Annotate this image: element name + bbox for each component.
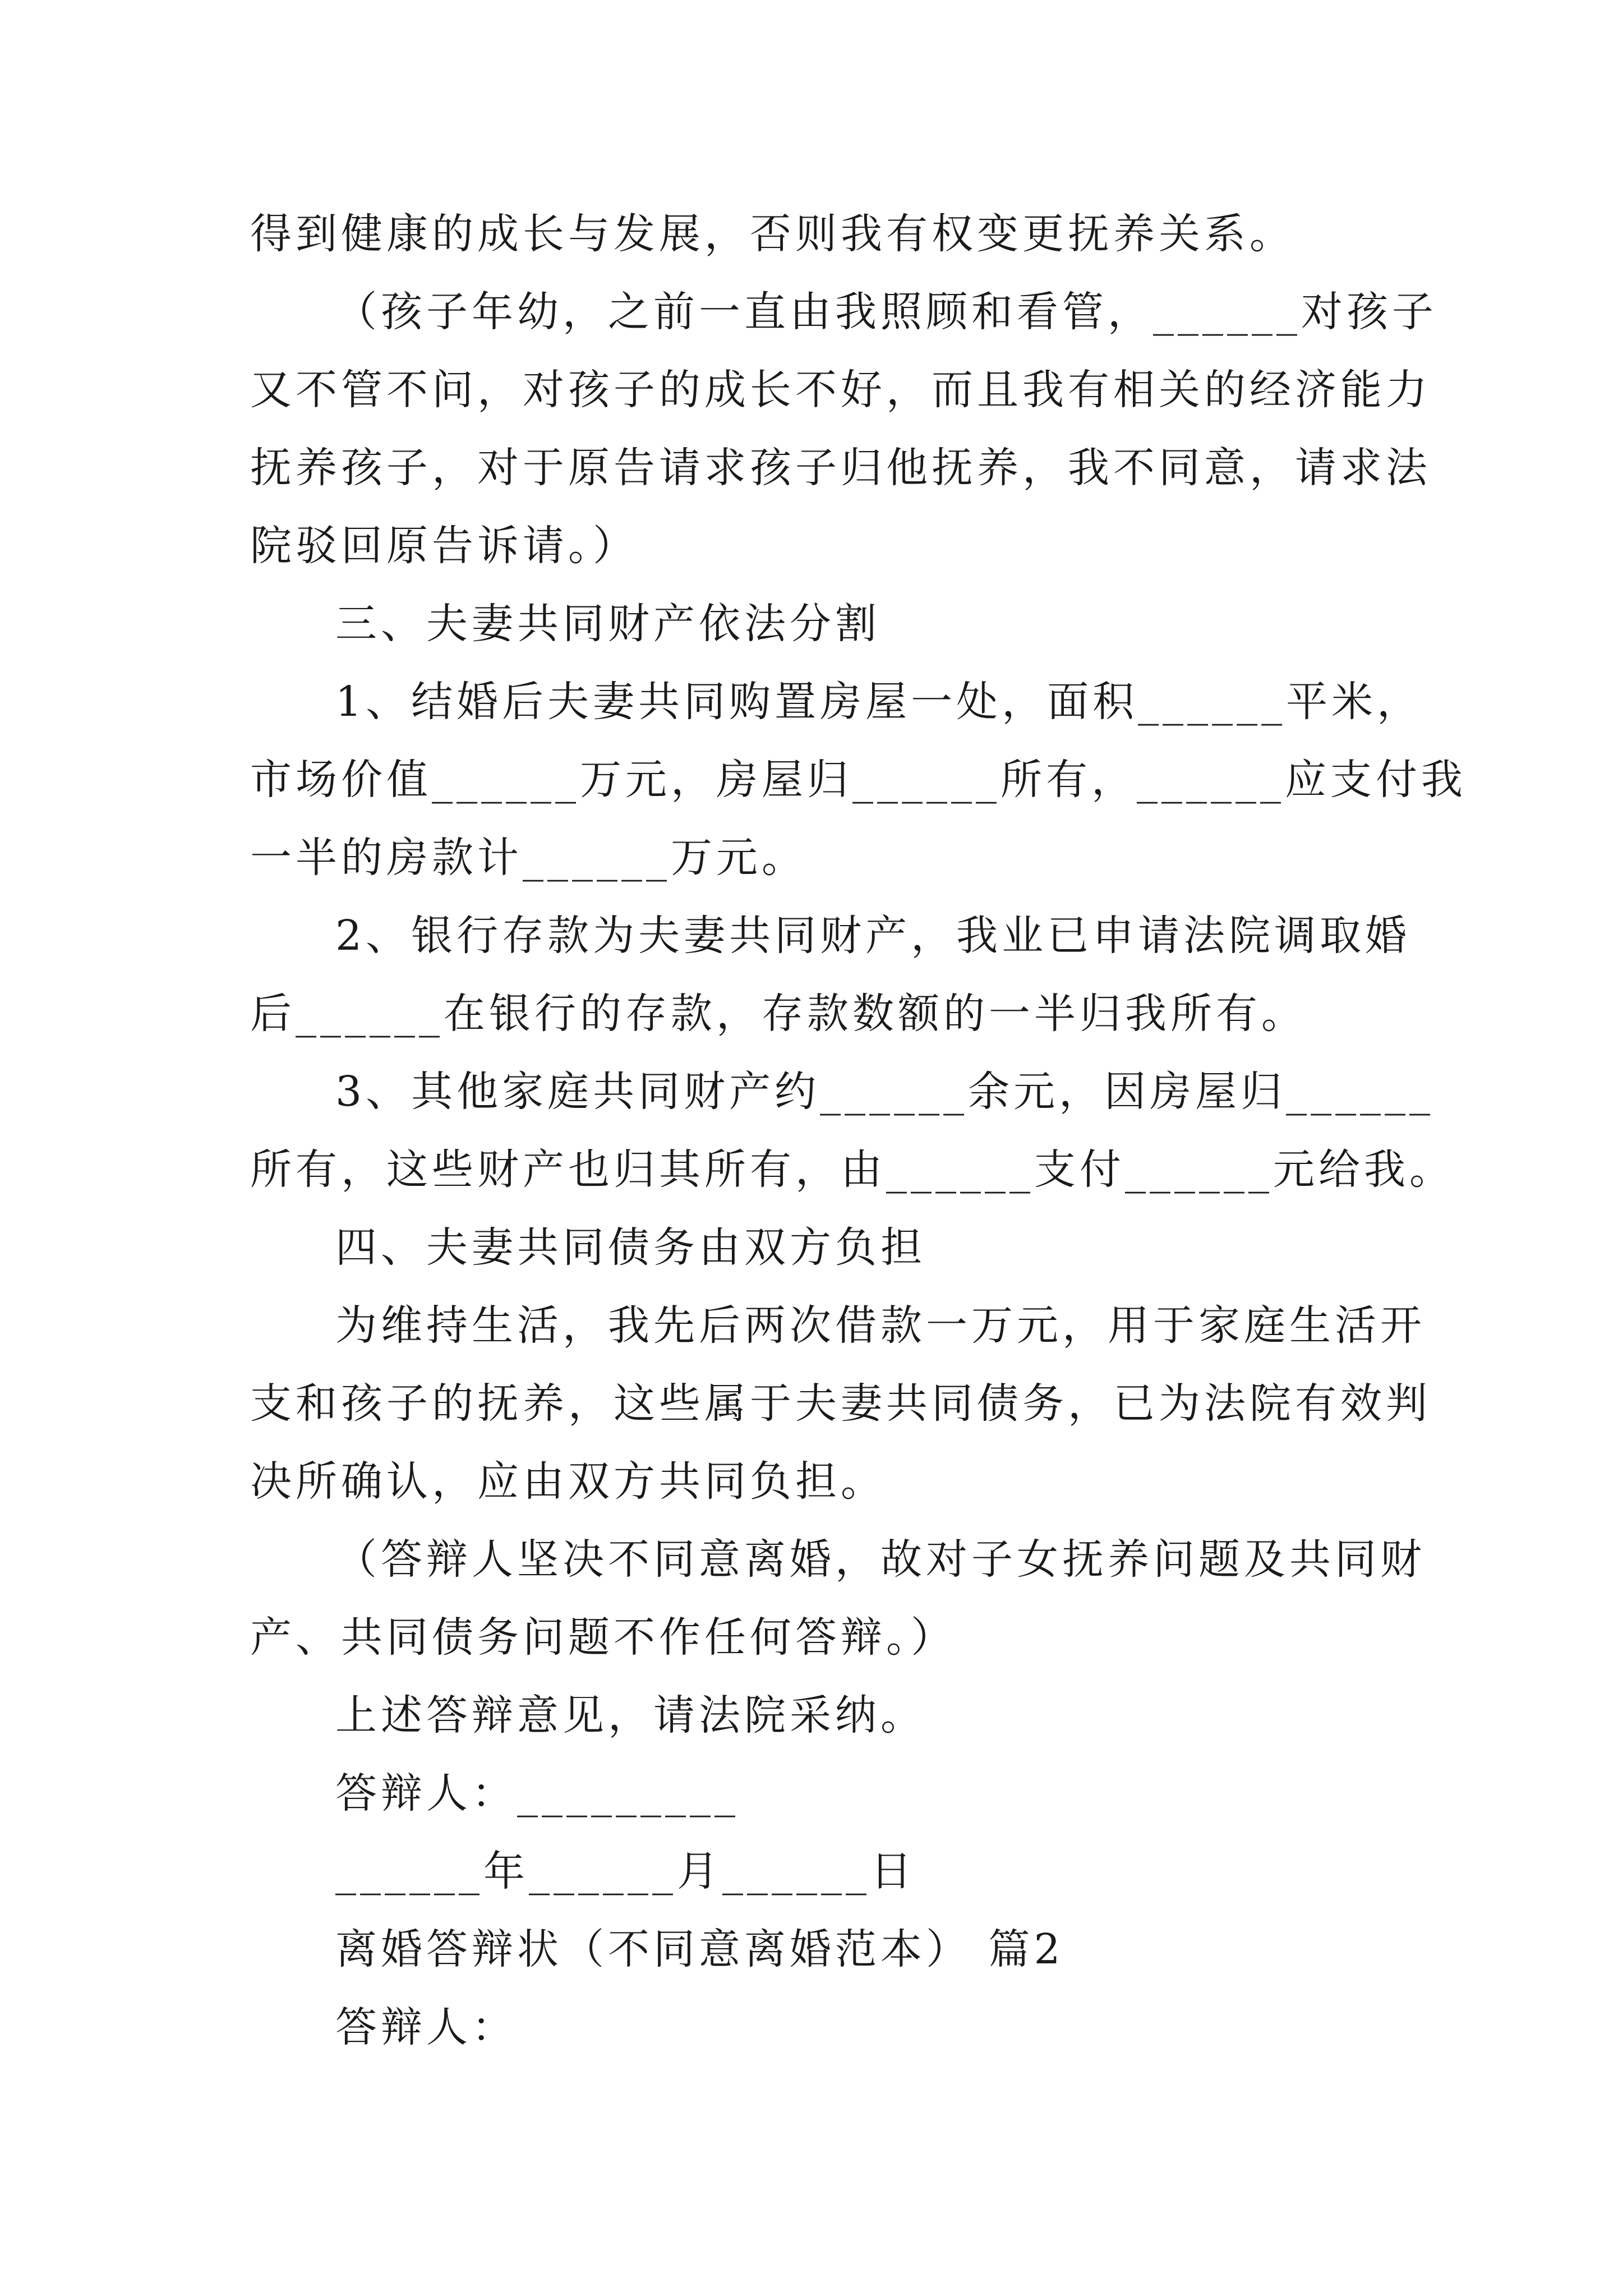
text-line: 得到健康的成长与发展，否则我有权变更抚养关系。 bbox=[250, 210, 1295, 258]
text-line: 一半的房款计______万元。 bbox=[250, 834, 807, 882]
text-line: 上述答辩意见，请法院采纳。 bbox=[335, 1691, 926, 1740]
text-line: 3、其他家庭共同财产约______余元，因房屋归______ bbox=[335, 1068, 1435, 1116]
document-body bbox=[250, 195, 1467, 2067]
section-heading: 四、夫妻共同债务由双方负担 bbox=[335, 1223, 926, 1272]
text-line: 为维持生活，我先后两次借款一万元，用于家庭生活开 bbox=[335, 1301, 1426, 1350]
text-line: 2、银行存款为夫妻共同财产，我业已申请法院调取婚 bbox=[335, 912, 1411, 960]
text-line: 后______在银行的存款，存款数额的一半归我所有。 bbox=[250, 990, 1307, 1038]
text-line: （答辩人坚决不同意离婚，故对子女抚养问题及共同财 bbox=[335, 1535, 1426, 1584]
text-line: 1、结婚后夫妻共同购置房屋一处，面积______平米， bbox=[335, 678, 1423, 726]
text-line: 又不管不问，对孩子的成长不好，而且我有相关的经济能力 bbox=[250, 366, 1431, 414]
text-line: 抚养孩子，对于原告请求孩子归他抚养，我不同意，请求法 bbox=[250, 444, 1431, 492]
text-line: （孩子年幼，之前一直由我照顾和看管，______对孩子 bbox=[335, 288, 1437, 336]
text-line: 产、共同债务问题不作任何答辩。） bbox=[250, 1613, 956, 1662]
text-line: 市场价值______万元，房屋归______所有，______应支付我 bbox=[250, 756, 1467, 804]
section-title: 离婚答辩状（不同意离婚范本） 篇2 bbox=[335, 1925, 1064, 1973]
signature-line: 答辩人：_________ bbox=[335, 1769, 739, 1818]
text-line: 所有，这些财产也归其所有，由______支付______元给我。 bbox=[250, 1145, 1455, 1194]
text-line: 支和孩子的抚养，这些属于夫妻共同债务，已为法院有效判 bbox=[250, 1379, 1431, 1428]
text-line: 决所确认，应由双方共同负担。 bbox=[250, 1457, 886, 1506]
text-line: 答辩人： bbox=[335, 2003, 517, 2051]
date-line: ______年______月______日 bbox=[335, 1847, 916, 1895]
section-heading: 三、夫妻共同财产依法分割 bbox=[335, 600, 880, 648]
text-line: 院驳回原告诉请。） bbox=[250, 522, 638, 570]
